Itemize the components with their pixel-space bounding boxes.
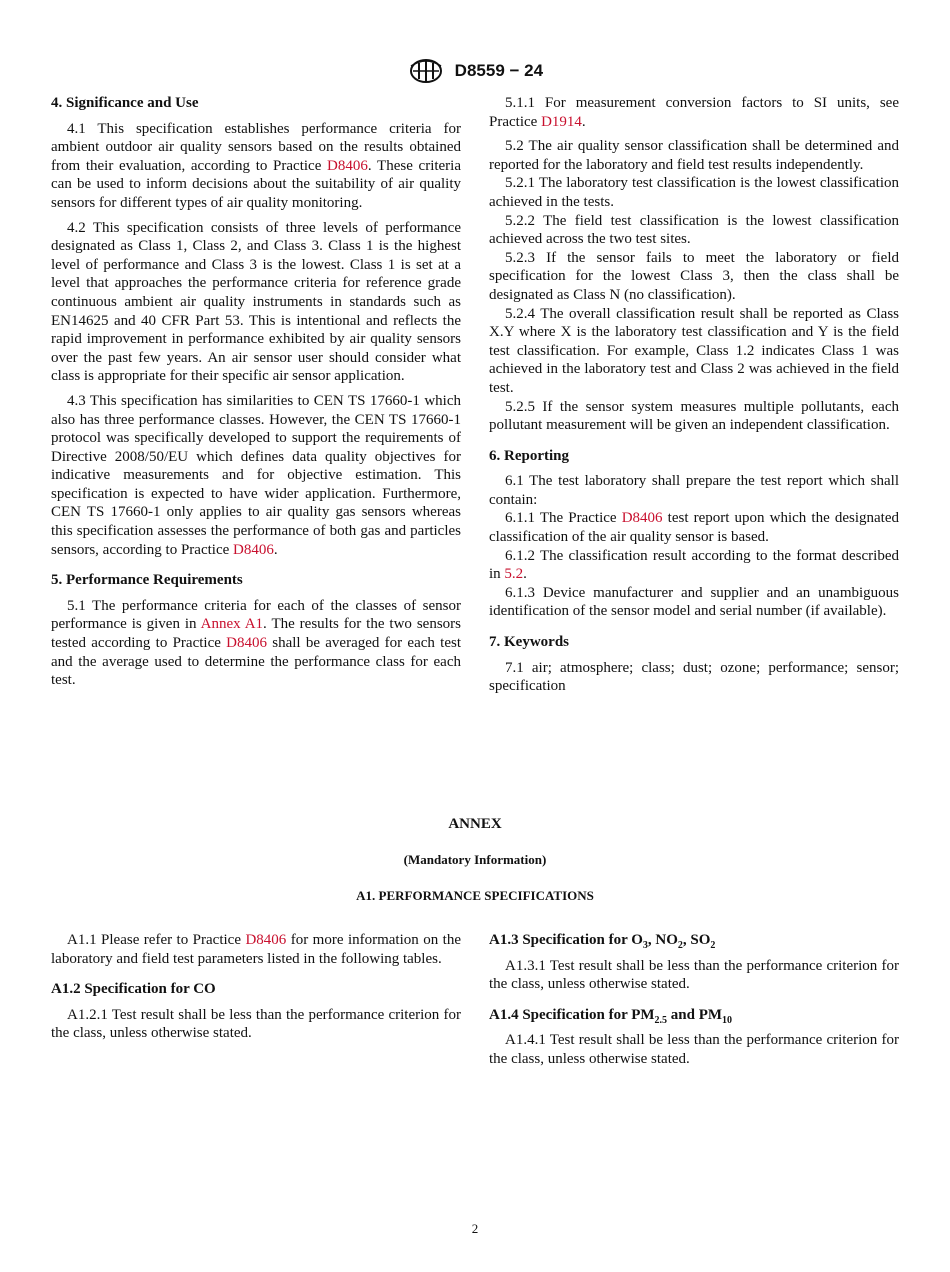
heading-a1-2: A1.2 Specification for CO [51, 981, 216, 998]
link-d8406[interactable]: D8406 [327, 157, 368, 174]
link-annex-a1[interactable]: Annex A1 [200, 616, 264, 633]
left-column [51, 94, 461, 696]
link-section-5-2[interactable]: 5.2 [504, 566, 524, 583]
section-6-heading: 6. Reporting [489, 447, 569, 464]
section-7-heading: 7. Keywords [489, 634, 569, 651]
paragraph-a1-1: A1.1 Please refer to Practice D8406 for more information on the laboratory and field test parameters listed in the following tables. [51, 932, 461, 967]
annex-right-column [489, 931, 899, 1075]
paragraph-4-1: 4.1 This specification establishes performance criteria for ambient outdoor air quality sensors based on the results obtained from their evaluation, according to Practice D8406. These criteria can be used to inform decisions about the suitability of air quality sensors for different types of air quality monitoring. [51, 120, 462, 211]
section-5-heading: 5. Performance Requirements [51, 572, 243, 589]
page-header [0, 58, 950, 84]
paragraph-5-2-5: 5.2.5 If the sensor system measures multiple pollutants, each pollutant measurement will be given an independent classification. [489, 398, 899, 434]
page-number: 2 [471, 1221, 479, 1236]
paragraph-a1-2-1: A1.2.1 Test result shall be less than the performance criterion for the class, unless otherwise stated. [51, 1006, 461, 1042]
paragraph-5-2-3: 5.2.3 If the sensor fails to meet the laboratory or field specification for the lowest Class 3, then the class shall be designated as Class N (no classification). [489, 249, 899, 303]
paragraph-5-1: 5.1 The performance criteria for each of the classes of sensor performance is given in Annex A1. The results for the two sensors tested according to Practice D8406 shall be averaged for each test and the average used to determine the performance class for each test. [51, 597, 461, 689]
paragraph-5-2-2: 5.2.2 The field test classification is the lowest classification achieved across the two test sites. [489, 212, 899, 248]
paragraph-5-2-1: 5.2.1 The laboratory test classification is the lowest classification achieved in the tests. [489, 175, 899, 210]
link-d8406[interactable]: D8406 [621, 510, 663, 527]
paragraph-5-1-1: 5.1.1 For measurement conversion factors to SI units, see Practice D1914. [489, 95, 899, 130]
heading-a1-3: A1.3 Specification for $O_3$, $NO_2$, $SO_2$ [489, 932, 716, 951]
link-d8406[interactable]: D8406 [233, 541, 274, 558]
annex-section-title: A1. PERFORMANCE SPECIFICATIONS [356, 888, 594, 903]
annex-subtitle: (Mandatory Information) [403, 852, 547, 867]
paragraph-6-1: 6.1 The test laboratory shall prepare the test report which shall contain: [489, 473, 899, 508]
document-id: D8559 − 24 [454, 60, 544, 80]
paragraph-6-1-2: 6.1.2 The classification result according to the format described in 5.2. [489, 547, 899, 583]
astm-logo-icon [407, 58, 445, 84]
section-4-heading: 4. Significance and Use [51, 95, 199, 111]
link-d8406[interactable]: D8406 [226, 635, 267, 652]
paragraph-6-1-1: 6.1.1 The Practice D8406 test report upon which the designated classification of the air quality sensor is based. [489, 510, 899, 546]
paragraph-a1-3-1: A1.3.1 Test result shall be less than the performance criterion for the class, unless otherwise stated. [489, 957, 899, 993]
link-d1914[interactable]: D1914 [541, 113, 582, 130]
annex-left-column [51, 931, 461, 1049]
paragraph-4-2: 4.2 This specification consists of three levels of performance designated as Class 1, Class 2, and Class 3. Class 1 is the highest level of performance and Class 3 is the lowest. Class 1 is set at a level that approaches the performance criteria for reference grade continuous ambient air quality instruments in standards such as EN14625 and 40 CFR Part 53. This is intentional and reflects the rapid improvement in performance exhibited by air quality sensors over the past few years. An air sensor user should consider what class is appropriate for their specific air sensor application. [51, 219, 461, 385]
paragraph-7-1: 7.1 air; atmosphere; class; dust; ozone; performance; sensor; specification [489, 659, 899, 695]
paragraph-5-2: 5.2 The air quality sensor classification shall be determined and reported for the laboratory and field test results independently. [489, 138, 899, 173]
link-d8406[interactable]: D8406 [245, 932, 287, 948]
paragraph-a1-4-1: A1.4.1 Test result shall be less than the performance criterion for the class, unless otherwise stated. [489, 1032, 899, 1067]
paragraph-4-3: 4.3 This specification has similarities to CEN TS 17660-1 which also has three performance classes. However, the CEN TS 17660-1 protocol was specifically developed to support the requirements of Directive 2008/50/EU which defines data quality objectives for indicative measurements and for objective estimation. This specification is expected to have wider application. Furthermore, CEN TS 17660-1 only applies to air quality gas sensors whereas this specification assesses the performance of both gas and particles sensors, according to Practice D8406. [51, 392, 461, 558]
paragraph-5-2-4: 5.2.4 The overall classification result shall be reported as Class X.Y where X is the laboratory test classification and Y is the field test classification. For example, Class 1.2 indicates Class 1 was achieved in the laboratory test and Class 2 was achieved in the field test. [489, 305, 899, 396]
right-column [489, 94, 899, 702]
annex-title: ANNEX [448, 816, 502, 832]
heading-a1-4: A1.4 Specification for $PM_{2.5}$ and $PM_{10}$ [489, 1006, 733, 1026]
paragraph-6-1-3: 6.1.3 Device manufacturer and supplier and an unambiguous identification of the sensor model and serial number (if available). [489, 584, 899, 620]
